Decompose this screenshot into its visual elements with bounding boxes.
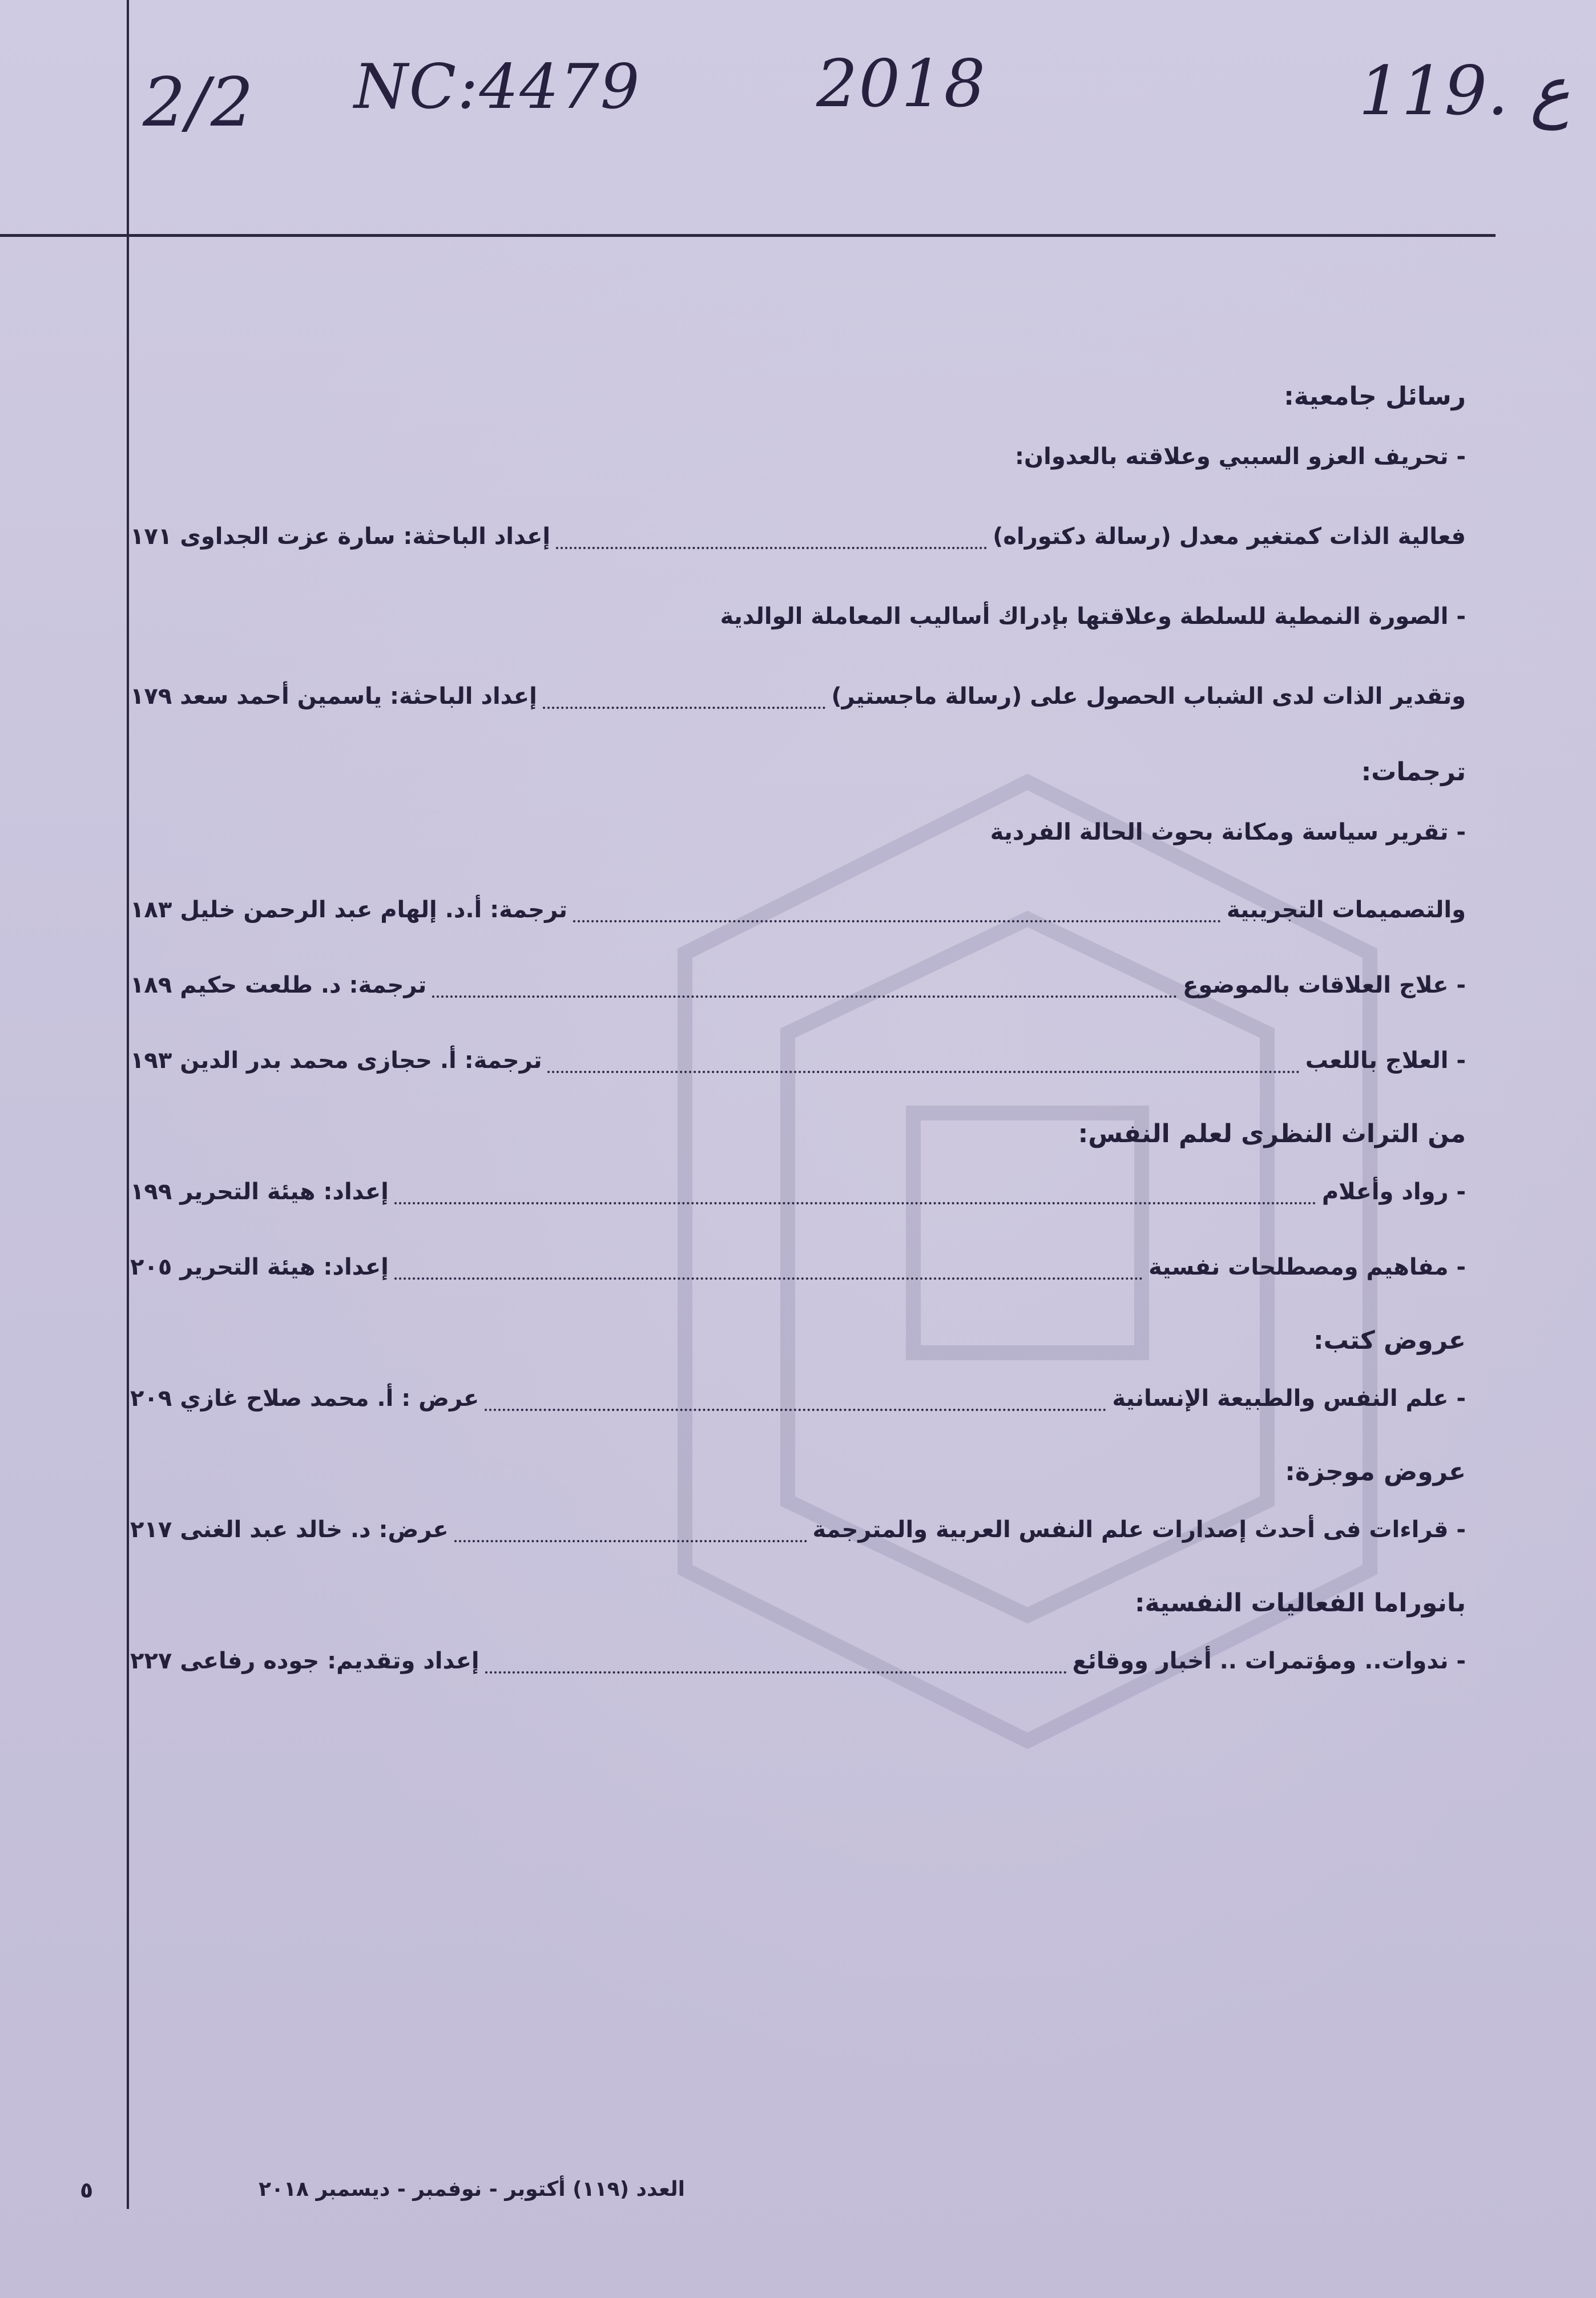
dot-leader: [556, 540, 987, 549]
section-title: رسائل جامعية:: [1284, 382, 1466, 411]
section-panorama-events: [130, 1583, 1466, 1699]
dot-leader: [573, 913, 1221, 922]
entry-credit: ترجمة: أ. حجازى محمد بدر الدين: [180, 1047, 542, 1074]
entry-credit: ترجمة: د. طلعت حكيم: [180, 972, 427, 998]
entry-title: - علم النفس والطبيعة الإنسانية: [1112, 1385, 1466, 1412]
dot-leader: [432, 989, 1177, 998]
entry-page-number: ١٨٣: [130, 897, 172, 923]
entry-page-number: ٢٠٥: [130, 1254, 172, 1280]
section-brief-reviews: [130, 1452, 1466, 1567]
section-title: بانوراما الفعاليات النفسية:: [1134, 1589, 1466, 1618]
entry-credit: إعداد الباحثة: سارة عزت الجداوى: [180, 523, 551, 550]
entry-credit: إعداد وتقديم: جوده رفاعى: [180, 1648, 479, 1674]
section-title: ترجمات:: [1361, 757, 1466, 787]
entry-page-number: ٢١٧: [130, 1517, 172, 1543]
dot-leader: [394, 1271, 1143, 1280]
toc-entry: [130, 1492, 1466, 1567]
margin-vertical-rule: [127, 0, 129, 2209]
toc-entry: [130, 948, 1466, 1023]
entry-title: - مفاهيم ومصطلحات نفسية: [1148, 1254, 1466, 1280]
handwritten-call-number: NC:4479: [354, 51, 641, 123]
toc-entry: [130, 656, 1466, 736]
toc-entry: [130, 1623, 1466, 1699]
entry-title: - تقرير سياسة ومكانة بحوث الحالة الفردية: [990, 819, 1466, 845]
dot-leader: [454, 1533, 807, 1542]
footer-page-number: ٥: [80, 2178, 94, 2203]
dot-leader: [547, 1064, 1299, 1073]
entry-title: - رواد وأعلام: [1321, 1179, 1466, 1205]
entry-page-number: ١٧١: [130, 523, 172, 550]
dot-leader: [394, 1195, 1316, 1204]
entry-title: - الصورة النمطية للسلطة وعلاقتها بإدراك أساليب المعاملة الوالدية: [720, 603, 1466, 630]
toc-entry: [130, 1229, 1466, 1305]
entry-title: - تحريف العزو السببي وعلاقته بالعدوان:: [1014, 444, 1466, 470]
toc-entry: [130, 576, 1466, 656]
entry-title: والتصميمات التجريبية: [1226, 897, 1466, 923]
entry-page-number: ١٩٩: [130, 1179, 172, 1205]
section-book-reviews: [130, 1321, 1466, 1436]
entry-title: - قراءات فى أحدث إصدارات علم النفس العربية والمترجمة: [812, 1517, 1466, 1543]
toc-entry: [130, 792, 1466, 872]
entry-title: - علاج العلاقات بالموضوع: [1183, 972, 1466, 998]
entry-credit: ترجمة: أ.د. إلهام عبد الرحمن خليل: [180, 897, 567, 923]
handwritten-year: 2018: [816, 46, 987, 122]
entry-page-number: ٢٢٧: [130, 1648, 172, 1674]
entry-page-number: ١٩٣: [130, 1047, 172, 1074]
handwritten-fraction: 2/2: [143, 63, 255, 142]
section-theoretical-heritage: [130, 1114, 1466, 1305]
section-title: من التراث النظرى لعلم النفس:: [1078, 1119, 1466, 1148]
header-horizontal-rule: [0, 234, 1496, 237]
toc-entry: [130, 1023, 1466, 1098]
entry-title: فعالية الذات كمتغير معدل (رسالة دكتوراه): [993, 523, 1466, 550]
toc-entry: [130, 497, 1466, 576]
handwritten-issue-mark: 119. ع: [1359, 51, 1570, 130]
entry-title: وتقدير الذات لدى الشباب الحصول على (رسالة ماجستير): [831, 683, 1466, 709]
section-title: عروض موجزة:: [1285, 1457, 1466, 1486]
section-title: عروض كتب:: [1313, 1326, 1466, 1355]
toc-entry: [130, 1361, 1466, 1436]
toc-entry: [130, 417, 1466, 497]
toc-entry: [130, 1154, 1466, 1229]
section-university-theses: [130, 377, 1466, 736]
entry-title: - العلاج باللعب: [1305, 1047, 1466, 1074]
table-of-contents: [130, 377, 1466, 1699]
footer-issue-line: العدد (١١٩) أكتوبر - نوفمبر - ديسمبر ٢٠١٨: [259, 2178, 685, 2201]
dot-leader: [485, 1664, 1067, 1674]
entry-page-number: ١٨٩: [130, 972, 172, 998]
entry-credit: إعداد: هيئة التحرير: [180, 1254, 389, 1280]
entry-credit: إعداد الباحثة: ياسمين أحمد سعد: [180, 683, 537, 709]
dot-leader: [485, 1402, 1106, 1411]
entry-title: - ندوات.. ومؤتمرات .. أخبار ووقائع: [1072, 1648, 1466, 1674]
entry-page-number: ٢٠٩: [130, 1385, 172, 1412]
toc-entry: [130, 872, 1466, 948]
entry-credit: عرض: د. خالد عبد الغنى: [180, 1517, 449, 1543]
entry-credit: إعداد: هيئة التحرير: [180, 1179, 389, 1205]
entry-credit: عرض : أ. محمد صلاح غازي: [180, 1385, 479, 1412]
dot-leader: [543, 700, 826, 709]
section-translations: [130, 752, 1466, 1098]
entry-page-number: ١٧٩: [130, 683, 172, 709]
spine-shadow-text: [34, 40, 103, 257]
